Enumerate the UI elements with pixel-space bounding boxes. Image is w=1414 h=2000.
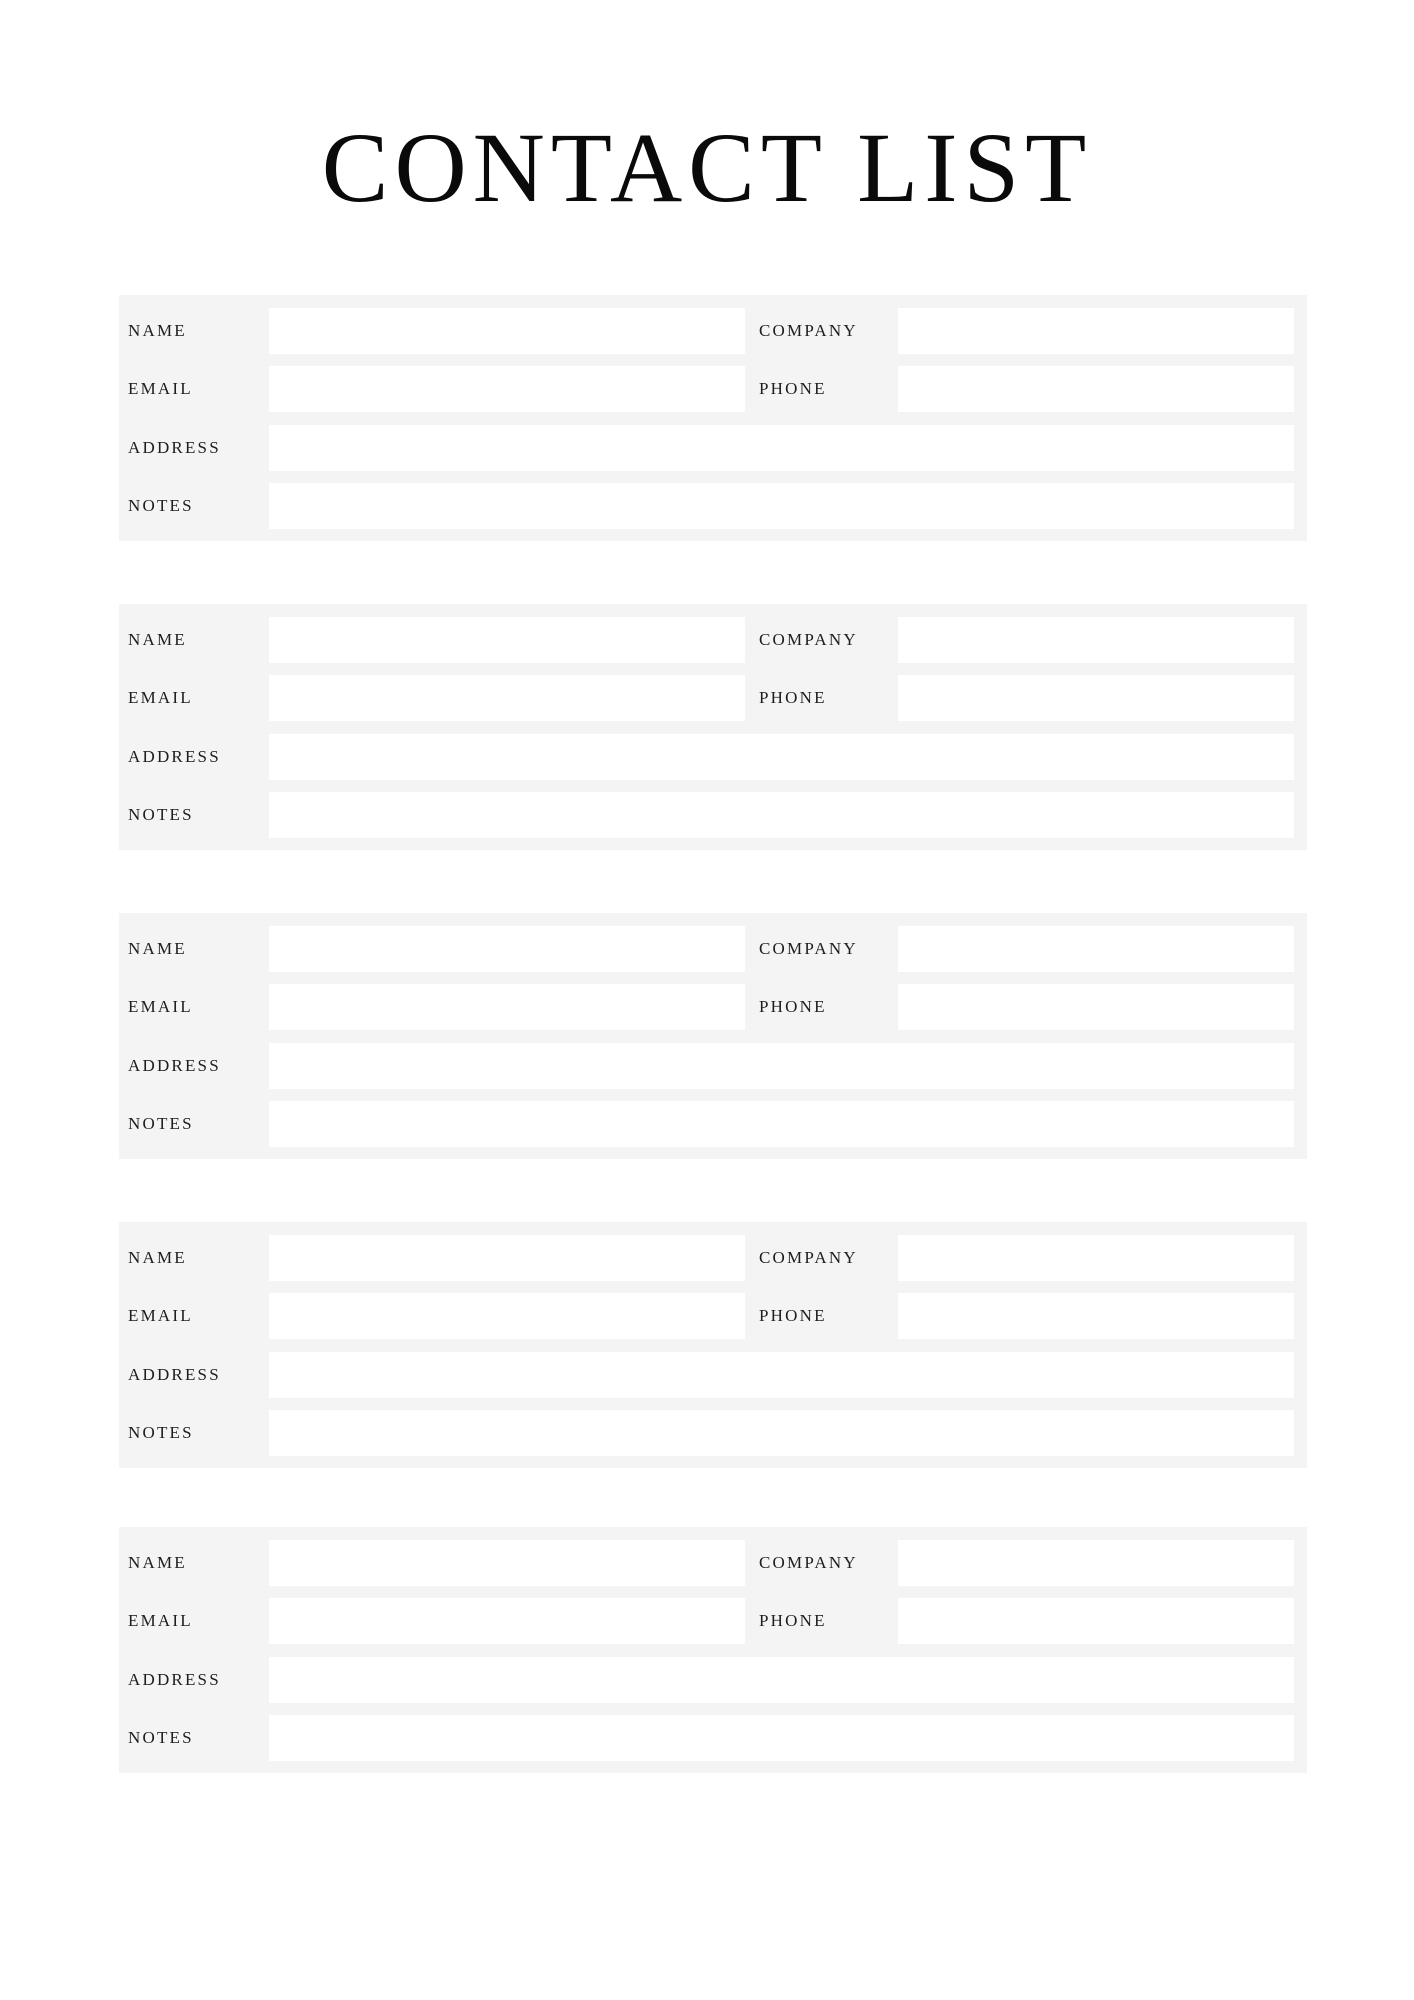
row-address xyxy=(119,1352,1307,1398)
name-field[interactable] xyxy=(269,308,745,354)
phone-label: PHONE xyxy=(759,997,827,1016)
name-label: NAME xyxy=(128,1553,187,1572)
contact-card-3 xyxy=(119,913,1307,1159)
phone-label: PHONE xyxy=(759,1306,827,1325)
notes-label: NOTES xyxy=(128,805,194,824)
company-label: COMPANY xyxy=(759,321,858,340)
address-label: ADDRESS xyxy=(128,1365,221,1384)
address-label: ADDRESS xyxy=(128,1056,221,1075)
address-label: ADDRESS xyxy=(128,1670,221,1689)
name-label: NAME xyxy=(128,939,187,958)
notes-label: NOTES xyxy=(128,1423,194,1442)
name-field[interactable] xyxy=(269,926,745,972)
row-notes xyxy=(119,1410,1307,1456)
row-name-company xyxy=(119,926,1307,972)
email-field[interactable] xyxy=(269,675,745,721)
address-field[interactable] xyxy=(269,425,1294,471)
row-name-company xyxy=(119,1235,1307,1281)
row-email-phone xyxy=(119,675,1307,721)
company-label: COMPANY xyxy=(759,630,858,649)
address-field[interactable] xyxy=(269,1352,1294,1398)
address-field[interactable] xyxy=(269,1657,1294,1703)
company-field[interactable] xyxy=(898,617,1294,663)
name-label: NAME xyxy=(128,630,187,649)
row-notes xyxy=(119,1715,1307,1761)
name-field[interactable] xyxy=(269,617,745,663)
notes-label: NOTES xyxy=(128,496,194,515)
row-email-phone xyxy=(119,1598,1307,1644)
row-notes xyxy=(119,1101,1307,1147)
row-name-company xyxy=(119,1540,1307,1586)
phone-field[interactable] xyxy=(898,675,1294,721)
email-field[interactable] xyxy=(269,1293,745,1339)
phone-label: PHONE xyxy=(759,379,827,398)
name-field[interactable] xyxy=(269,1235,745,1281)
notes-label: NOTES xyxy=(128,1114,194,1133)
company-field[interactable] xyxy=(898,1540,1294,1586)
email-label: EMAIL xyxy=(128,1611,193,1630)
name-label: NAME xyxy=(128,321,187,340)
contact-card-5 xyxy=(119,1527,1307,1773)
row-notes xyxy=(119,483,1307,529)
notes-field[interactable] xyxy=(269,1410,1294,1456)
contact-card-2 xyxy=(119,604,1307,850)
company-label: COMPANY xyxy=(759,1553,858,1572)
address-label: ADDRESS xyxy=(128,438,221,457)
email-field[interactable] xyxy=(269,1598,745,1644)
row-email-phone xyxy=(119,1293,1307,1339)
email-label: EMAIL xyxy=(128,1306,193,1325)
address-label: ADDRESS xyxy=(128,747,221,766)
row-email-phone xyxy=(119,984,1307,1030)
row-name-company xyxy=(119,617,1307,663)
email-label: EMAIL xyxy=(128,379,193,398)
company-field[interactable] xyxy=(898,308,1294,354)
company-label: COMPANY xyxy=(759,939,858,958)
notes-label: NOTES xyxy=(128,1728,194,1747)
row-notes xyxy=(119,792,1307,838)
notes-field[interactable] xyxy=(269,1101,1294,1147)
email-label: EMAIL xyxy=(128,688,193,707)
phone-field[interactable] xyxy=(898,1598,1294,1644)
phone-field[interactable] xyxy=(898,366,1294,412)
email-field[interactable] xyxy=(269,366,745,412)
email-field[interactable] xyxy=(269,984,745,1030)
row-name-company xyxy=(119,308,1307,354)
notes-field[interactable] xyxy=(269,483,1294,529)
company-field[interactable] xyxy=(898,926,1294,972)
row-address xyxy=(119,1657,1307,1703)
notes-field[interactable] xyxy=(269,792,1294,838)
row-address xyxy=(119,1043,1307,1089)
phone-label: PHONE xyxy=(759,688,827,707)
row-address xyxy=(119,734,1307,780)
page-title: CONTACT LIST xyxy=(321,112,1093,223)
name-field[interactable] xyxy=(269,1540,745,1586)
row-email-phone xyxy=(119,366,1307,412)
address-field[interactable] xyxy=(269,734,1294,780)
contact-card-1 xyxy=(119,295,1307,541)
address-field[interactable] xyxy=(269,1043,1294,1089)
company-field[interactable] xyxy=(898,1235,1294,1281)
notes-field[interactable] xyxy=(269,1715,1294,1761)
phone-label: PHONE xyxy=(759,1611,827,1630)
company-label: COMPANY xyxy=(759,1248,858,1267)
phone-field[interactable] xyxy=(898,1293,1294,1339)
email-label: EMAIL xyxy=(128,997,193,1016)
row-address xyxy=(119,425,1307,471)
phone-field[interactable] xyxy=(898,984,1294,1030)
contact-card-4 xyxy=(119,1222,1307,1468)
name-label: NAME xyxy=(128,1248,187,1267)
